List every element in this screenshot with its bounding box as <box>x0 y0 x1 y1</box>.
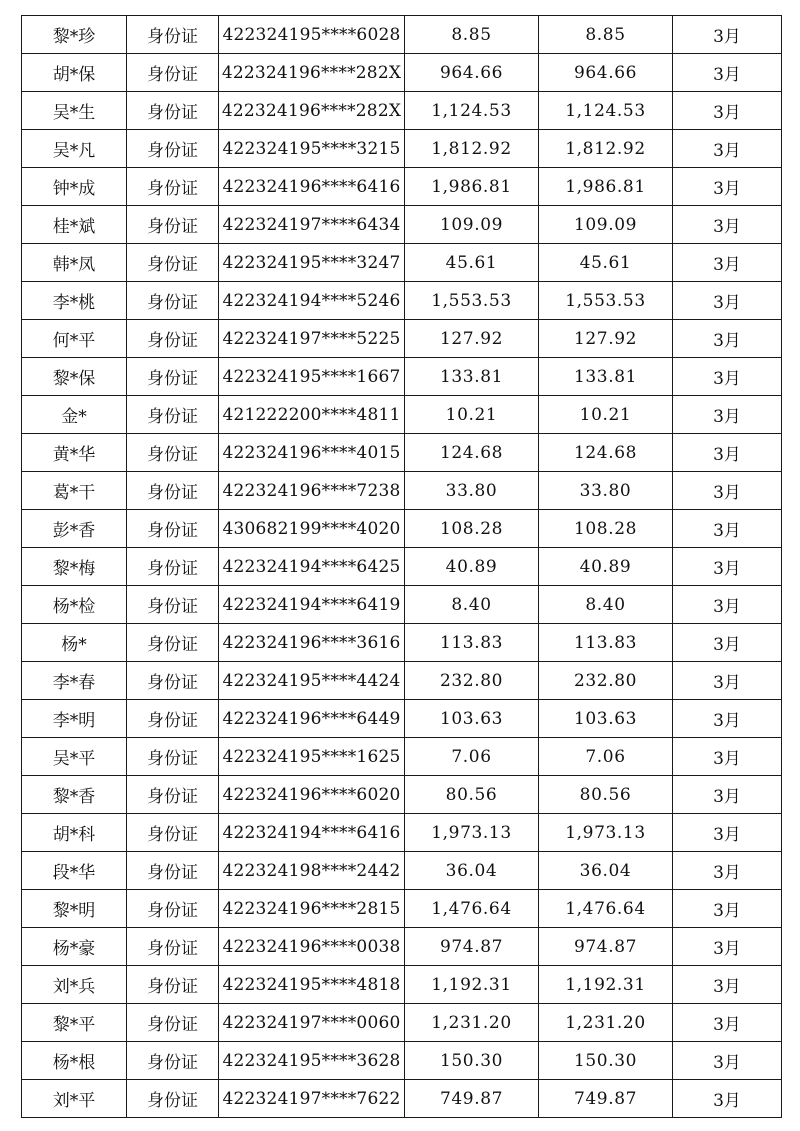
table-row <box>22 852 782 890</box>
amount-paid-cell: 124.68 <box>539 434 673 472</box>
id-number-cell: 422324195****4818 <box>219 966 405 1004</box>
id-type-cell: 身份证 <box>127 54 219 92</box>
table-row <box>22 548 782 586</box>
id-type-cell: 身份证 <box>127 472 219 510</box>
table-row <box>22 396 782 434</box>
name-cell: 彭*香 <box>22 510 127 548</box>
amount-cell: 80.56 <box>405 776 539 814</box>
table-row <box>22 814 782 852</box>
amount-paid-cell: 1,192.31 <box>539 966 673 1004</box>
table-row <box>22 738 782 776</box>
name-cell: 韩*凤 <box>22 244 127 282</box>
id-type-cell: 身份证 <box>127 852 219 890</box>
amount-paid-cell: 40.89 <box>539 548 673 586</box>
amount-cell: 45.61 <box>405 244 539 282</box>
amount-paid-cell: 108.28 <box>539 510 673 548</box>
month-cell: 3月 <box>673 16 782 54</box>
id-number-cell: 422324195****6028 <box>219 16 405 54</box>
month-cell: 3月 <box>673 700 782 738</box>
month-cell: 3月 <box>673 510 782 548</box>
id-type-cell: 身份证 <box>127 814 219 852</box>
id-number-cell: 422324197****0060 <box>219 1004 405 1042</box>
name-cell: 段*华 <box>22 852 127 890</box>
month-cell: 3月 <box>673 738 782 776</box>
amount-cell: 124.68 <box>405 434 539 472</box>
table-row <box>22 206 782 244</box>
amount-cell: 36.04 <box>405 852 539 890</box>
id-type-cell: 身份证 <box>127 130 219 168</box>
table-row <box>22 282 782 320</box>
amount-paid-cell: 1,812.92 <box>539 130 673 168</box>
amount-cell: 133.81 <box>405 358 539 396</box>
id-type-cell: 身份证 <box>127 776 219 814</box>
amount-cell: 1,124.53 <box>405 92 539 130</box>
amount-paid-cell: 1,973.13 <box>539 814 673 852</box>
amount-cell: 103.63 <box>405 700 539 738</box>
name-cell: 黎*梅 <box>22 548 127 586</box>
month-cell: 3月 <box>673 1080 782 1118</box>
month-cell: 3月 <box>673 776 782 814</box>
table-row <box>22 928 782 966</box>
id-number-cell: 422324196****7238 <box>219 472 405 510</box>
amount-paid-cell: 103.63 <box>539 700 673 738</box>
amount-paid-cell: 232.80 <box>539 662 673 700</box>
month-cell: 3月 <box>673 434 782 472</box>
month-cell: 3月 <box>673 586 782 624</box>
month-cell: 3月 <box>673 890 782 928</box>
id-type-cell: 身份证 <box>127 586 219 624</box>
name-cell: 黎*明 <box>22 890 127 928</box>
month-cell: 3月 <box>673 1004 782 1042</box>
name-cell: 钟*成 <box>22 168 127 206</box>
amount-paid-cell: 749.87 <box>539 1080 673 1118</box>
amount-paid-cell: 8.40 <box>539 586 673 624</box>
amount-paid-cell: 7.06 <box>539 738 673 776</box>
amount-cell: 113.83 <box>405 624 539 662</box>
table-row <box>22 1004 782 1042</box>
id-number-cell: 422324195****1667 <box>219 358 405 396</box>
id-type-cell: 身份证 <box>127 434 219 472</box>
id-type-cell: 身份证 <box>127 206 219 244</box>
id-type-cell: 身份证 <box>127 244 219 282</box>
month-cell: 3月 <box>673 814 782 852</box>
table-row <box>22 1080 782 1118</box>
id-type-cell: 身份证 <box>127 16 219 54</box>
amount-cell: 7.06 <box>405 738 539 776</box>
month-cell: 3月 <box>673 662 782 700</box>
id-type-cell: 身份证 <box>127 738 219 776</box>
amount-paid-cell: 80.56 <box>539 776 673 814</box>
amount-cell: 232.80 <box>405 662 539 700</box>
amount-paid-cell: 150.30 <box>539 1042 673 1080</box>
table-row <box>22 624 782 662</box>
id-number-cell: 422324196****6020 <box>219 776 405 814</box>
id-type-cell: 身份证 <box>127 282 219 320</box>
amount-cell: 749.87 <box>405 1080 539 1118</box>
id-number-cell: 422324196****3616 <box>219 624 405 662</box>
table-row <box>22 510 782 548</box>
amount-cell: 109.09 <box>405 206 539 244</box>
name-cell: 杨*检 <box>22 586 127 624</box>
month-cell: 3月 <box>673 168 782 206</box>
amount-paid-cell: 1,124.53 <box>539 92 673 130</box>
id-number-cell: 422324197****7622 <box>219 1080 405 1118</box>
id-type-cell: 身份证 <box>127 966 219 1004</box>
id-number-cell: 422324196****4015 <box>219 434 405 472</box>
month-cell: 3月 <box>673 130 782 168</box>
table-row <box>22 54 782 92</box>
month-cell: 3月 <box>673 624 782 662</box>
table-row <box>22 320 782 358</box>
id-number-cell: 430682199****4020 <box>219 510 405 548</box>
amount-paid-cell: 109.09 <box>539 206 673 244</box>
id-type-cell: 身份证 <box>127 624 219 662</box>
amount-cell: 964.66 <box>405 54 539 92</box>
roster-body <box>22 16 782 1118</box>
month-cell: 3月 <box>673 548 782 586</box>
id-type-cell: 身份证 <box>127 510 219 548</box>
table-row <box>22 890 782 928</box>
month-cell: 3月 <box>673 966 782 1004</box>
amount-cell: 974.87 <box>405 928 539 966</box>
table-row <box>22 358 782 396</box>
table-row <box>22 700 782 738</box>
name-cell: 胡*保 <box>22 54 127 92</box>
table-row <box>22 966 782 1004</box>
name-cell: 杨*豪 <box>22 928 127 966</box>
month-cell: 3月 <box>673 928 782 966</box>
id-type-cell: 身份证 <box>127 662 219 700</box>
id-number-cell: 422324196****2815 <box>219 890 405 928</box>
id-type-cell: 身份证 <box>127 92 219 130</box>
table-row <box>22 1042 782 1080</box>
id-number-cell: 422324198****2442 <box>219 852 405 890</box>
amount-paid-cell: 133.81 <box>539 358 673 396</box>
name-cell: 黎*香 <box>22 776 127 814</box>
id-type-cell: 身份证 <box>127 890 219 928</box>
id-type-cell: 身份证 <box>127 320 219 358</box>
name-cell: 杨*根 <box>22 1042 127 1080</box>
name-cell: 桂*斌 <box>22 206 127 244</box>
name-cell: 何*平 <box>22 320 127 358</box>
amount-cell: 1,812.92 <box>405 130 539 168</box>
id-type-cell: 身份证 <box>127 1004 219 1042</box>
id-number-cell: 422324196****6416 <box>219 168 405 206</box>
id-number-cell: 422324194****5246 <box>219 282 405 320</box>
id-type-cell: 身份证 <box>127 1042 219 1080</box>
id-number-cell: 422324196****282X <box>219 54 405 92</box>
amount-cell: 8.85 <box>405 16 539 54</box>
id-number-cell: 422324194****6419 <box>219 586 405 624</box>
id-number-cell: 422324195****4424 <box>219 662 405 700</box>
id-type-cell: 身份证 <box>127 358 219 396</box>
amount-paid-cell: 1,553.53 <box>539 282 673 320</box>
amount-paid-cell: 113.83 <box>539 624 673 662</box>
amount-paid-cell: 974.87 <box>539 928 673 966</box>
amount-paid-cell: 8.85 <box>539 16 673 54</box>
id-type-cell: 身份证 <box>127 548 219 586</box>
table-row <box>22 244 782 282</box>
id-type-cell: 身份证 <box>127 1080 219 1118</box>
month-cell: 3月 <box>673 244 782 282</box>
id-type-cell: 身份证 <box>127 700 219 738</box>
name-cell: 李*桃 <box>22 282 127 320</box>
month-cell: 3月 <box>673 92 782 130</box>
name-cell: 李*明 <box>22 700 127 738</box>
amount-paid-cell: 1,231.20 <box>539 1004 673 1042</box>
amount-cell: 150.30 <box>405 1042 539 1080</box>
amount-paid-cell: 33.80 <box>539 472 673 510</box>
name-cell: 胡*科 <box>22 814 127 852</box>
table-row <box>22 472 782 510</box>
amount-paid-cell: 127.92 <box>539 320 673 358</box>
id-number-cell: 422324197****5225 <box>219 320 405 358</box>
name-cell: 杨* <box>22 624 127 662</box>
amount-paid-cell: 1,476.64 <box>539 890 673 928</box>
table-row <box>22 16 782 54</box>
month-cell: 3月 <box>673 396 782 434</box>
name-cell: 黎*珍 <box>22 16 127 54</box>
id-number-cell: 422324195****3247 <box>219 244 405 282</box>
id-number-cell: 422324195****1625 <box>219 738 405 776</box>
amount-cell: 1,192.31 <box>405 966 539 1004</box>
month-cell: 3月 <box>673 472 782 510</box>
amount-cell: 8.40 <box>405 586 539 624</box>
table-row <box>22 586 782 624</box>
id-number-cell: 422324194****6416 <box>219 814 405 852</box>
table-row <box>22 92 782 130</box>
amount-paid-cell: 36.04 <box>539 852 673 890</box>
table-row <box>22 168 782 206</box>
amount-cell: 1,476.64 <box>405 890 539 928</box>
payment-roster-table <box>21 15 782 1118</box>
amount-paid-cell: 964.66 <box>539 54 673 92</box>
name-cell: 金* <box>22 396 127 434</box>
name-cell: 吴*平 <box>22 738 127 776</box>
name-cell: 黎*保 <box>22 358 127 396</box>
id-number-cell: 422324196****282X <box>219 92 405 130</box>
month-cell: 3月 <box>673 1042 782 1080</box>
amount-cell: 10.21 <box>405 396 539 434</box>
name-cell: 刘*兵 <box>22 966 127 1004</box>
amount-cell: 40.89 <box>405 548 539 586</box>
month-cell: 3月 <box>673 282 782 320</box>
name-cell: 刘*平 <box>22 1080 127 1118</box>
amount-cell: 127.92 <box>405 320 539 358</box>
id-type-cell: 身份证 <box>127 928 219 966</box>
month-cell: 3月 <box>673 54 782 92</box>
id-number-cell: 422324195****3215 <box>219 130 405 168</box>
month-cell: 3月 <box>673 320 782 358</box>
id-number-cell: 422324195****3628 <box>219 1042 405 1080</box>
id-number-cell: 422324194****6425 <box>219 548 405 586</box>
id-number-cell: 422324197****6434 <box>219 206 405 244</box>
table-row <box>22 776 782 814</box>
amount-cell: 108.28 <box>405 510 539 548</box>
amount-cell: 1,231.20 <box>405 1004 539 1042</box>
name-cell: 吴*生 <box>22 92 127 130</box>
amount-cell: 33.80 <box>405 472 539 510</box>
amount-cell: 1,553.53 <box>405 282 539 320</box>
name-cell: 黎*平 <box>22 1004 127 1042</box>
month-cell: 3月 <box>673 852 782 890</box>
id-type-cell: 身份证 <box>127 168 219 206</box>
id-type-cell: 身份证 <box>127 396 219 434</box>
name-cell: 黄*华 <box>22 434 127 472</box>
table-row <box>22 130 782 168</box>
name-cell: 李*春 <box>22 662 127 700</box>
id-number-cell: 422324196****6449 <box>219 700 405 738</box>
id-number-cell: 422324196****0038 <box>219 928 405 966</box>
name-cell: 葛*干 <box>22 472 127 510</box>
amount-paid-cell: 1,986.81 <box>539 168 673 206</box>
month-cell: 3月 <box>673 358 782 396</box>
name-cell: 吴*凡 <box>22 130 127 168</box>
id-number-cell: 421222200****4811 <box>219 396 405 434</box>
amount-cell: 1,986.81 <box>405 168 539 206</box>
amount-cell: 1,973.13 <box>405 814 539 852</box>
table-row <box>22 662 782 700</box>
month-cell: 3月 <box>673 206 782 244</box>
amount-paid-cell: 45.61 <box>539 244 673 282</box>
table-row <box>22 434 782 472</box>
amount-paid-cell: 10.21 <box>539 396 673 434</box>
